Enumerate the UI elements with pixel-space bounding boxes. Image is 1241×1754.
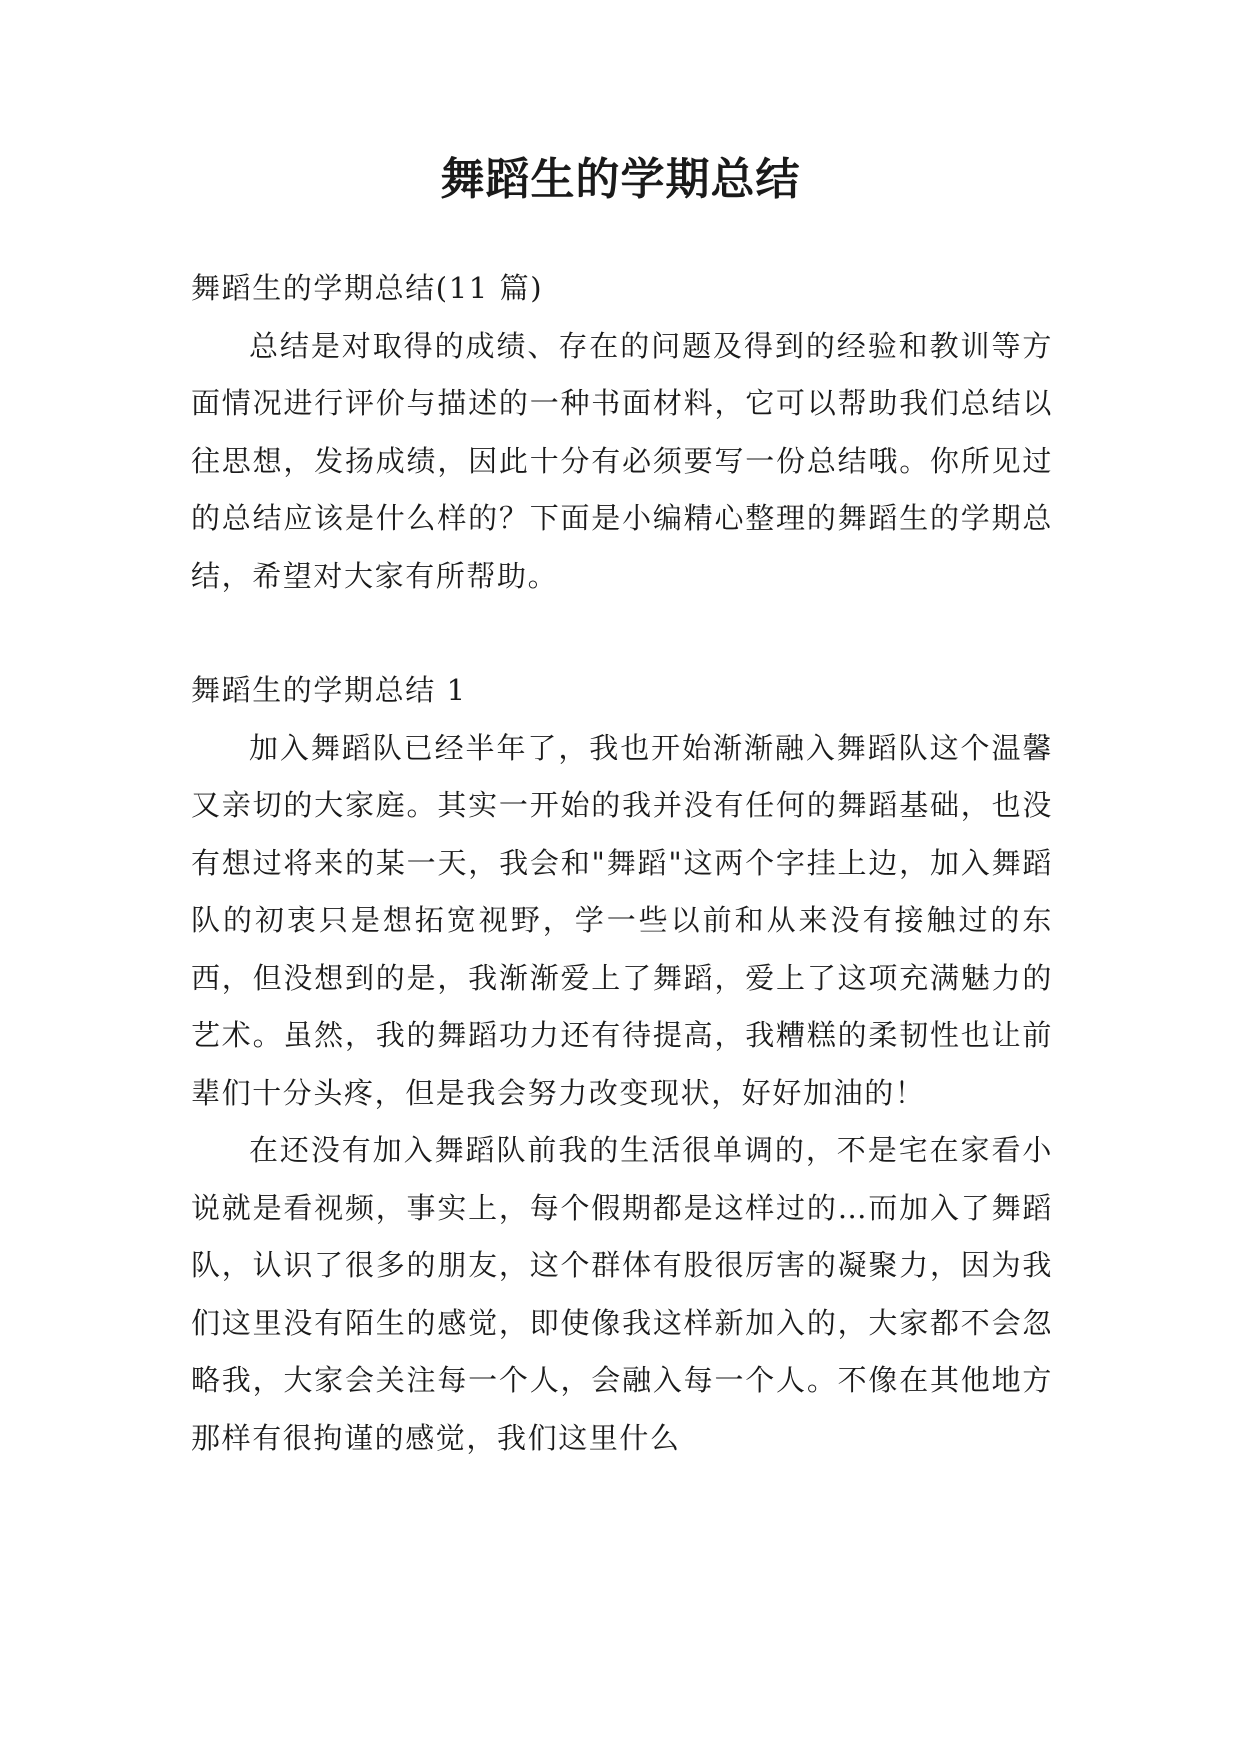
document-body (191, 260, 1053, 1467)
intro-paragraph: 总结是对取得的成绩、存在的问题及得到的经验和教训等方面情况进行评价与描述的一种书面材料，它可以帮助我们总结以往思想，发扬成绩，因此十分有必须要写一份总结哦。你所见过的总结应该是什么样的？下面是小编精心整理的舞蹈生的学期总结，希望对大家有所帮助。 (191, 328, 1053, 593)
body-paragraph: 加入舞蹈队已经半年了，我也开始渐渐融入舞蹈队这个温馨又亲切的大家庭。其实一开始的我并没有任何的舞蹈基础，也没有想过将来的某一天，我会和"舞蹈"这两个字挂上边，加入舞蹈队的初衷只是想拓宽视野，学一些以前和从来没有接触过的东西，但没想到的是，我渐渐爱上了舞蹈，爱上了这项充满魅力的艺术。虽然，我的舞蹈功力还有待提高，我糟糕的柔韧性也让前辈们十分头疼，但是我会努力改变现状，好好加油的！ (191, 730, 1053, 1110)
section-spacer (191, 605, 1053, 662)
section-heading: 舞蹈生的学期总结 1 (191, 673, 467, 707)
document-subtitle: 舞蹈生的学期总结(11 篇) (191, 271, 544, 305)
body-paragraph: 在还没有加入舞蹈队前我的生活很单调的，不是宅在家看小说就是看视频，事实上，每个假期都是这样过的…而加入了舞蹈队，认识了很多的朋友，这个群体有股很厉害的凝聚力，因为我们这里没有陌生的感觉，即使像我这样新加入的，大家都不会忽略我，大家会关注每一个人，会融入每一个人。不像在其他地方那样有很拘谨的感觉，我们这里什么 (191, 1133, 1053, 1455)
document-title: 舞蹈生的学期总结 (440, 154, 801, 205)
